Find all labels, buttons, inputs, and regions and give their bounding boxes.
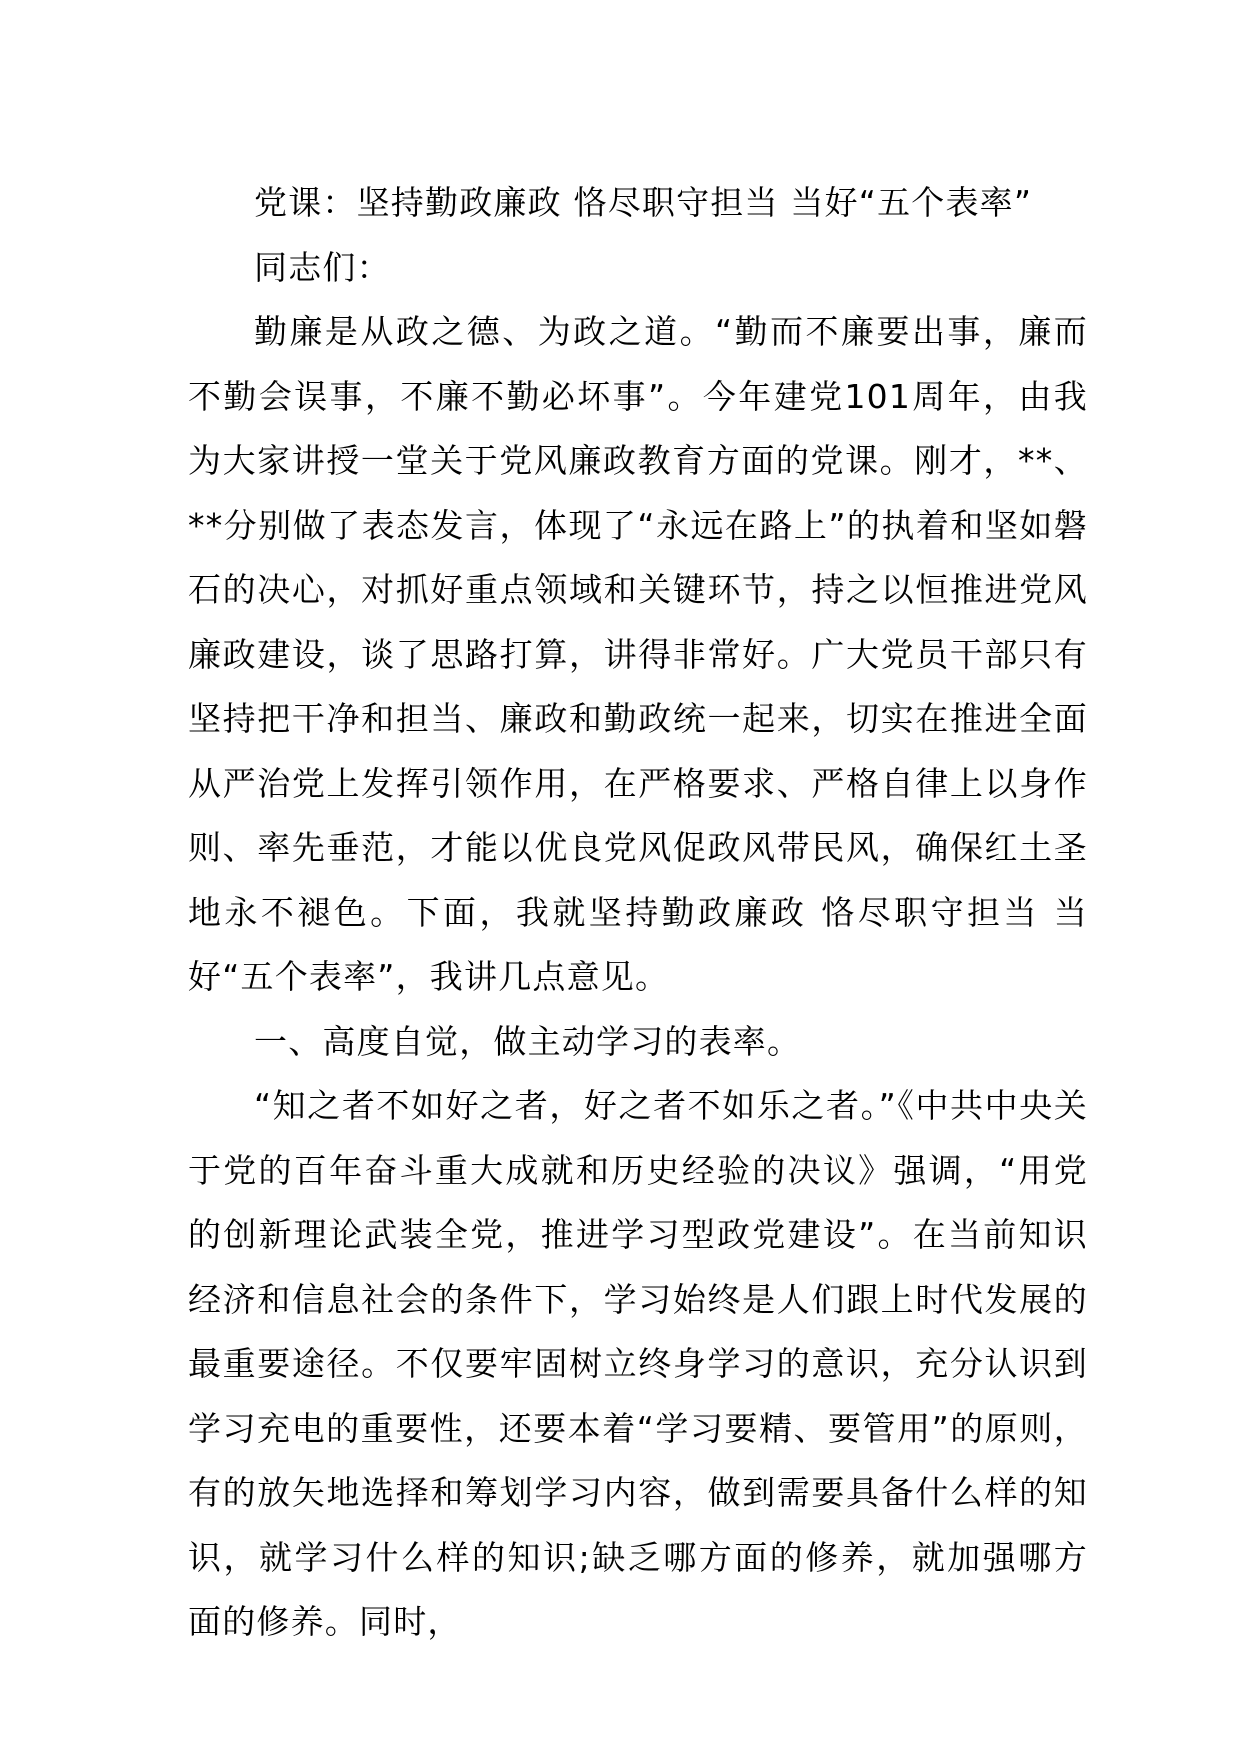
salutation: 同志们：	[254, 247, 391, 287]
paragraph-intro: 勤廉是从政之德、为政之道。“勤而不廉要出事，廉而不勤会误事，不廉不勤必坏事”。今年建党101周年，由我为大家讲授一堂关于党风廉政教育方面的党课。刚才，**、**分别做了表态发言，体现了“永远在路上”的执着和坚如磐石的决心，对抓好重点领域和关键环节，持之以恒推进党风廉政建设，谈了思路打算，讲得非常好。广大党员干部只有坚持把干净和担当、廉政和勤政统一起来，切实在推进全面从严治党上发挥引领作用，在严格要求、严格自律上以身作则、率先垂范，才能以优良党风促政风带民风，确保红土圣地永不褪色。下面，我就坚持勤政廉政 恪尽职守担当 当好“五个表率”，我讲几点意见。	[188, 312, 1088, 996]
section-heading-1: 一、高度自觉，做主动学习的表率。	[254, 1021, 802, 1061]
document-body	[188, 171, 1088, 1655]
paragraph-section-1: “知之者不如好之者，好之者不如乐之者。”《中共中央关于党的百年奋斗重大成就和历史经验的决议》强调，“用党的创新理论武装全党，推进学习型政党建设”。在当前知识经济和信息社会的条件下，学习始终是人们跟上时代发展的最重要途径。不仅要牢固树立终身学习的意识，充分认识到学习充电的重要性，还要本着“学习要精、要管用”的原则，有的放矢地选择和筹划学习内容，做到需要具备什么样的知识，就学习什么样的知识;缺乏哪方面的修养，就加强哪方面的修养。同时，	[188, 1086, 1088, 1641]
document-title: 党课：坚持勤政廉政 恪尽职守担当 当好“五个表率”	[254, 183, 1033, 222]
